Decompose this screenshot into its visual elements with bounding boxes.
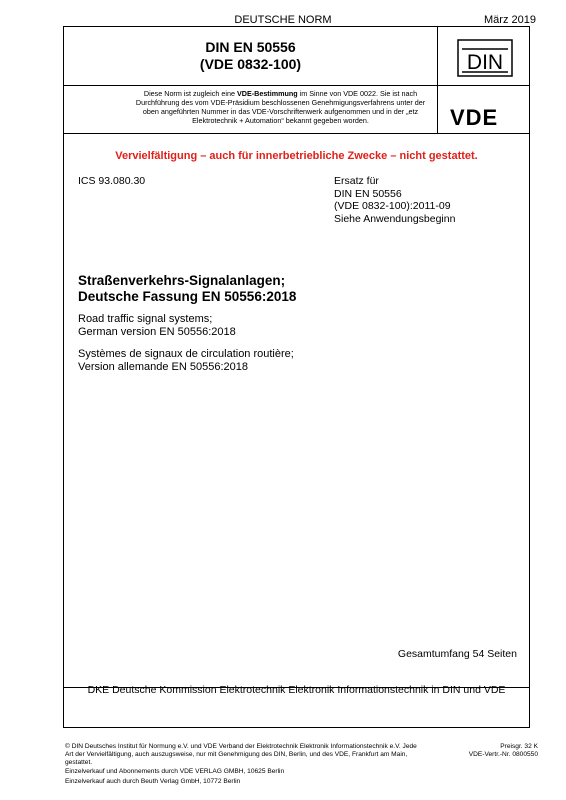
title-english-line: German version EN 50556:2018 [78, 326, 236, 338]
publication-date: März 2019 [484, 14, 536, 26]
ics-code: ICS 93.080.30 [78, 175, 146, 187]
replacement-line: Siehe Anwendungsbeginn [334, 212, 456, 225]
header-divider-1 [64, 85, 529, 86]
note-part-2: im Sinne von VDE 0022. Sie ist nach Durchführung des vom VDE-Präsidium beschlossenen Genehmigungsverfahrens unter der oben angeführten Nummer in das VDE-Vorschriftenwerk aufgenommen und in der „etz Elektrotechnik + Automation“ bekannt gegeben worden. [135, 89, 426, 125]
standard-din-number: DIN EN 50556 [205, 39, 296, 55]
price-group: Preisgr. 32 K [500, 743, 538, 750]
note-bold: VDE-Bestimmung [236, 89, 298, 98]
title-french-line: Systèmes de signaux de circulation routière; [78, 348, 294, 360]
header-divider-vertical [437, 27, 438, 133]
copyright-notice: © DIN Deutsches Institut für Normung e.V. und VDE Verband der Elektrotechnik Elektronik Informationstechnik e.V. Jede Art der Vervielfältigung, auch auszugsweise, nur mit Genehmigung des DIN, Berlin, und des VDE, Frankfurt am Main, gestattet. [65, 743, 417, 767]
note-part-1: Diese Norm ist zugleich eine [143, 89, 237, 98]
title-german-line: Straßenverkehrs-Signalanlagen; [78, 273, 286, 288]
document-type-label: DEUTSCHE NORM [234, 14, 332, 26]
standard-number [64, 39, 437, 73]
vde-logo: VDE [450, 105, 499, 130]
standard-vde-number: (VDE 0832-100) [199, 56, 302, 72]
replacement-line: Ersatz für [334, 175, 379, 187]
title-page-frame [63, 26, 530, 728]
distribution-vde: Einzelverkauf und Abonnements durch VDE VERLAG GMBH, 10625 Berlin [65, 768, 285, 775]
header-divider-2 [64, 133, 529, 134]
din-logo-text: DIN [466, 51, 504, 74]
distribution-beuth: Einzelverkauf auch durch Beuth Verlag GmbH, 10772 Berlin [65, 778, 241, 785]
price-info [469, 743, 538, 759]
title-german-line: Deutsche Fassung EN 50556:2018 [78, 289, 297, 304]
reproduction-warning: Vervielfältigung – auch für innerbetriebliche Zwecke – nicht gestattet. [115, 150, 478, 162]
replacement-line: DIN EN 50556 [334, 187, 402, 200]
replacement-line: (VDE 0832-100):2011-09 [334, 200, 451, 212]
vde-determination-note [128, 89, 433, 125]
din-logo [457, 39, 513, 82]
title-english-line: Road traffic signal systems; [78, 313, 213, 325]
order-number: VDE-Vertr.-Nr. 0800550 [468, 751, 538, 759]
title-french-line: Version allemande EN 50556:2018 [78, 361, 249, 373]
title-german [78, 273, 296, 305]
din-logo-graphic [457, 39, 513, 77]
total-pages: Gesamtumfang 54 Seiten [397, 648, 517, 660]
title-french [78, 348, 294, 374]
replacement-info [334, 175, 455, 225]
dke-committee: DKE Deutsche Kommission Elektrotechnik Elektronik Informationstechnik in DIN und VDE [87, 684, 506, 696]
title-english [78, 313, 236, 339]
